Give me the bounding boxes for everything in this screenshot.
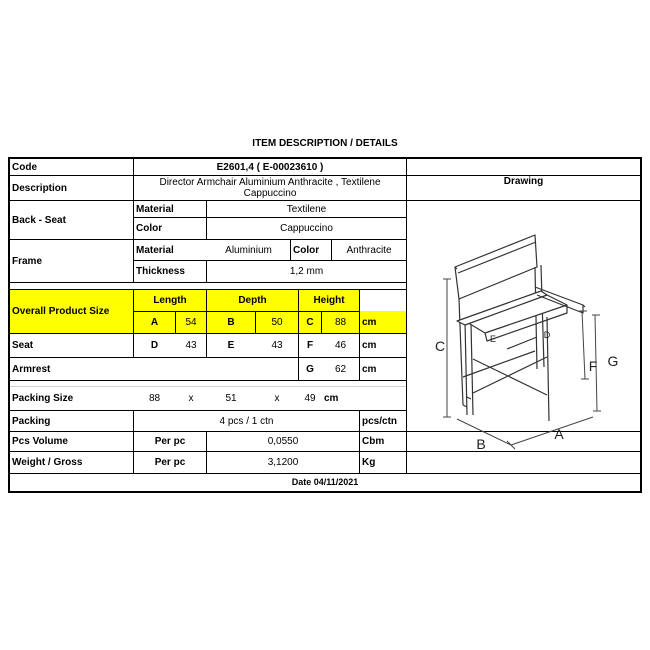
dimension-d-value: 43 [185, 340, 197, 351]
dimension-a-value: 54 [185, 317, 197, 328]
back-seat-color-value: Cappuccino [280, 223, 333, 234]
spec-sheet-table [8, 157, 642, 493]
pcs-volume-label: Pcs Volume [12, 436, 68, 447]
description-label: Description [12, 182, 68, 194]
dimension-a-label: A [150, 317, 159, 328]
packing-size-height: 49 [304, 393, 316, 404]
pcs-volume-unit: Cbm [362, 436, 385, 447]
drawing-label-g: G [607, 353, 619, 369]
drawing-label-d: D [543, 330, 551, 340]
back-seat-material-value: Textilene [286, 203, 327, 215]
code-value: E2601,4 ( E-00023610 ) [216, 161, 324, 173]
drawing-label-f: F [588, 358, 598, 374]
armrest-unit: cm [362, 363, 377, 375]
frame-thickness-value: 1,2 mm [289, 266, 324, 277]
dimension-b-label: B [227, 317, 235, 328]
dimension-c-value: 88 [334, 317, 347, 328]
frame-color-value: Anthracite [346, 244, 392, 256]
packing-size-x2: x [274, 393, 280, 404]
packing-unit: pcs/ctn [362, 415, 398, 427]
height-header: Height [313, 295, 345, 306]
dimension-e-label: E [227, 340, 235, 351]
frame-color-label: Color [293, 244, 320, 256]
dimension-c-label: C [306, 317, 314, 328]
packing-size-x1: x [188, 393, 194, 404]
packing-value: 4 pcs / 1 ctn [219, 415, 274, 427]
drawing-label-e: E [489, 334, 497, 344]
seat-label: Seat [12, 340, 34, 351]
dimension-f-value: 46 [334, 340, 347, 351]
drawing-label: Drawing [503, 175, 544, 187]
dimension-d-label: D [150, 340, 159, 351]
frame-thickness-label: Thickness [136, 266, 185, 277]
pcs-volume-value: 0,0550 [267, 436, 299, 447]
dimension-b-value: 50 [271, 317, 283, 328]
weight-value: 3,1200 [267, 457, 299, 468]
document-title: ITEM DESCRIPTION / DETAILS [252, 138, 398, 149]
frame-material-value: Aluminium [225, 244, 272, 256]
dimension-g-value: 62 [334, 363, 347, 375]
packing-size-length: 88 [148, 393, 161, 404]
back-seat-label: Back - Seat [12, 214, 66, 226]
date-footer: Date 04/11/2021 [291, 477, 359, 487]
back-seat-color-label: Color [136, 223, 163, 234]
armrest-label: Armrest [12, 363, 51, 375]
drawing-label-c: C [434, 338, 446, 354]
seat-unit: cm [362, 340, 377, 351]
frame-label: Frame [12, 255, 43, 267]
weight-per: Per pc [154, 457, 186, 468]
weight-label: Weight / Gross [12, 457, 83, 468]
dimension-e-value: 43 [271, 340, 283, 351]
pcs-volume-per: Per pc [154, 436, 186, 447]
weight-unit: Kg [362, 457, 376, 468]
length-header: Length [153, 295, 187, 306]
packing-label: Packing [12, 415, 51, 427]
chair-drawing [407, 209, 640, 457]
depth-header: Depth [238, 295, 267, 306]
overall-size-label: Overall Product Size [12, 306, 110, 317]
back-seat-material-label: Material [136, 203, 174, 215]
frame-material-label: Material [136, 244, 174, 256]
overall-unit: cm [362, 317, 377, 328]
code-label: Code [12, 161, 37, 173]
description-value: Director Armchair Aluminium Anthracite , Textilene Cappuccino [159, 177, 381, 199]
packing-size-label: Packing Size [12, 393, 74, 404]
drawing-label-b: B [476, 436, 486, 452]
packing-size-width: 51 [225, 393, 237, 404]
dimension-f-label: F [306, 340, 314, 351]
dimension-g-label: G [306, 363, 314, 375]
drawing-label-a: A [554, 426, 564, 442]
packing-size-unit: cm [324, 393, 339, 404]
